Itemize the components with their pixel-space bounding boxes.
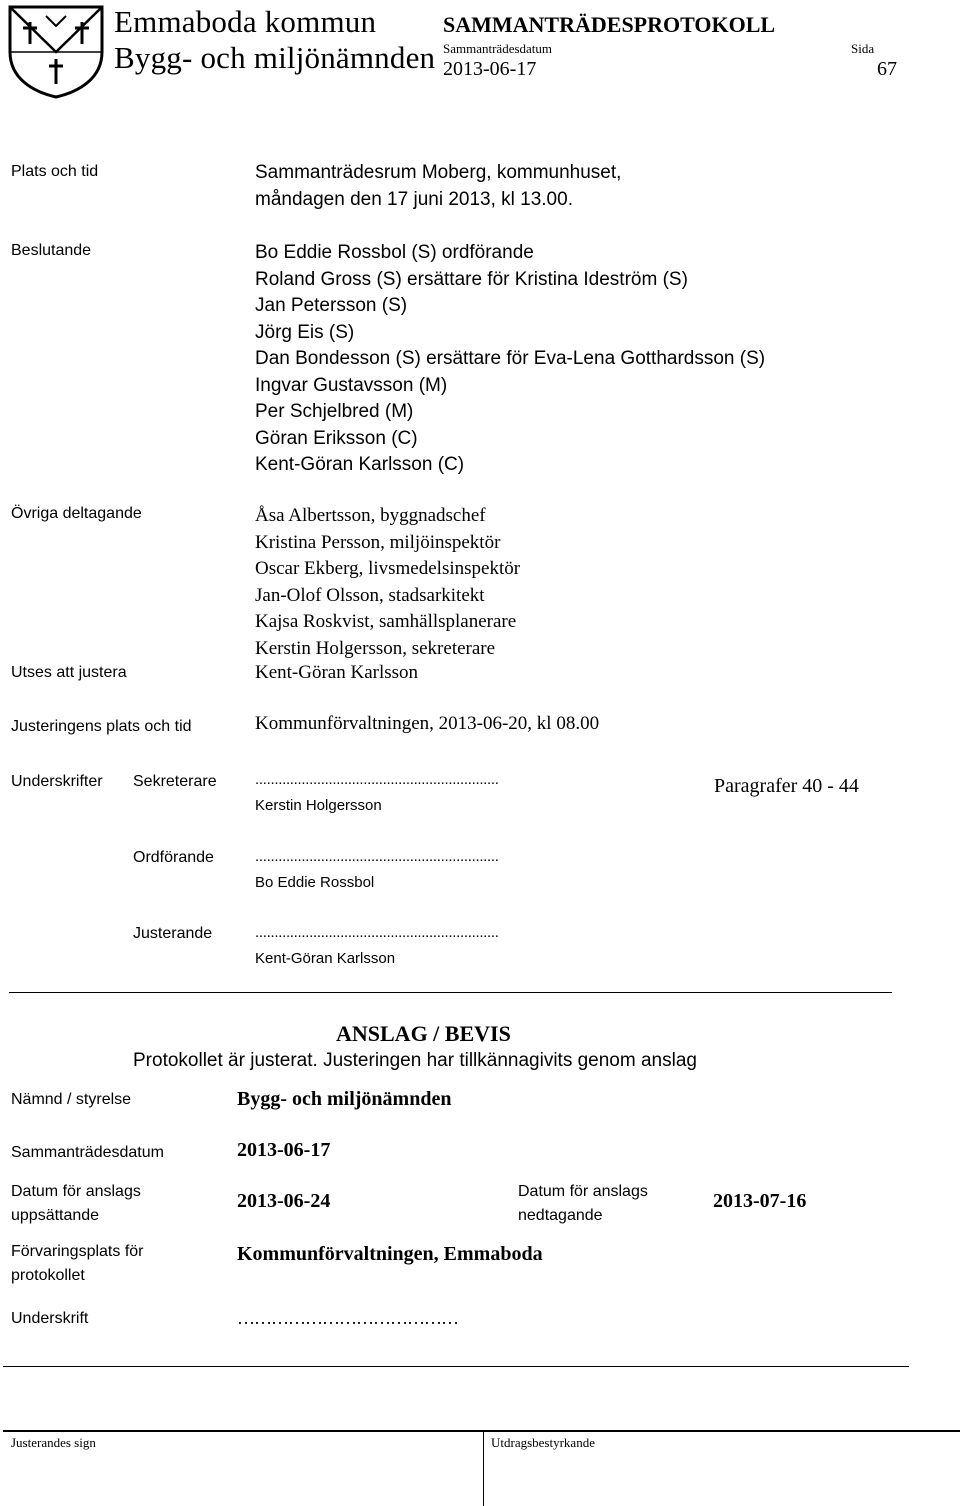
paragraph-range: Paragrafer 40 - 44	[714, 775, 859, 797]
adjuster-label: Utses att justera	[11, 664, 127, 681]
place-line: måndagen den 17 juni 2013, kl 13.00.	[255, 188, 573, 210]
list-item: Dan Bondesson (S) ersättare för Eva-Lena Gotthardsson (S)	[255, 348, 766, 369]
posted-value: 2013-06-24	[237, 1190, 331, 1212]
storage-label	[11, 1240, 144, 1288]
notice-date-label: Sammanträdesdatum	[11, 1144, 164, 1161]
list-item: Jan-Olof Olsson, stadsarkitekt	[255, 584, 485, 606]
list-item: Per Schjelbred (M)	[255, 401, 414, 422]
posted-label-line: uppsättande	[11, 1207, 100, 1224]
place-line: Sammanträdesrum Moberg, kommunhuset,	[255, 162, 622, 183]
org-name: Emmaboda kommun	[114, 4, 377, 39]
removed-label	[518, 1180, 648, 1228]
removed-label-line: Datum för anslags	[518, 1183, 648, 1200]
notice-date-value: 2013-06-17	[237, 1139, 331, 1161]
header-date-label: Sammanträdesdatum	[443, 41, 553, 56]
page-label: Sida	[851, 41, 875, 56]
certified-box[interactable]: Utdragsbestyrkande	[491, 1435, 595, 1450]
list-item: Jan Petersson (S)	[255, 295, 408, 316]
storage-value: Kommunförvaltningen, Emmaboda	[237, 1243, 543, 1265]
storage-label-line: Förvaringsplats för	[11, 1243, 144, 1260]
storage-label-line: protokollet	[11, 1267, 85, 1284]
adjust-place-value: Kommunförvaltningen, 2013-06-20, kl 08.00	[255, 713, 600, 734]
adjust-place-label: Justeringens plats och tid	[11, 718, 192, 735]
deciding-label: Beslutande	[11, 242, 92, 259]
footer-separator	[483, 1430, 484, 1506]
signature-line[interactable]: …………………………………	[237, 1308, 458, 1328]
deciding-list	[255, 240, 765, 479]
coat-of-arms-logo	[6, 4, 106, 99]
others-label: Övriga deltagande	[11, 505, 142, 522]
sig-name: Bo Eddie Rossbol	[255, 874, 375, 891]
list-item: Kristina Persson, miljöinspektör	[255, 531, 501, 553]
dept-name: Bygg- och miljönämnden	[114, 40, 436, 75]
notice-subtitle: Protokollet är justerat. Justeringen har tillkännagivits genom anslag	[133, 1050, 697, 1071]
list-item: Roland Gross (S) ersättare för Kristina Ideström (S)	[255, 268, 688, 290]
list-item: Kent-Göran Karlsson (C)	[255, 454, 465, 475]
sig-name: Kent-Göran Karlsson	[255, 950, 396, 967]
sig-role: Ordförande	[133, 849, 214, 866]
signatures-label: Underskrifter	[11, 773, 103, 790]
signature-line[interactable]: ...............................................................	[255, 848, 499, 865]
divider	[9, 992, 892, 993]
adjuster-name: Kent-Göran Karlsson	[255, 662, 419, 683]
header-date-value: 2013-06-17	[443, 58, 537, 80]
footer-rule	[3, 1430, 960, 1432]
posted-label	[11, 1180, 141, 1228]
list-item: Oscar Ekberg, livsmedelsinspektör	[255, 558, 521, 579]
sig-role: Sekreterare	[133, 773, 217, 790]
divider	[3, 1366, 909, 1367]
doc-type: SAMMANTRÄDESPROTOKOLL	[443, 12, 776, 37]
sig-name: Kerstin Holgersson	[255, 797, 382, 814]
notice-title: ANSLAG / BEVIS	[336, 1021, 511, 1046]
page-number: 67	[877, 58, 897, 80]
signature-line[interactable]: ...............................................................	[255, 924, 499, 941]
board-label: Nämnd / styrelse	[11, 1091, 132, 1108]
list-item: Kerstin Holgersson, sekreterare	[255, 637, 496, 659]
sig-role: Justerande	[133, 925, 213, 942]
posted-label-line: Datum för anslags	[11, 1183, 141, 1200]
removed-label-line: nedtagande	[518, 1207, 603, 1224]
list-item: Åsa Albertsson, byggnadschef	[255, 505, 486, 526]
adjuster-sign-box[interactable]: Justerandes sign	[11, 1435, 96, 1450]
others-list	[255, 503, 520, 662]
signature-label: Underskrift	[11, 1310, 89, 1327]
board-value: Bygg- och miljönämnden	[237, 1088, 452, 1110]
removed-value: 2013-07-16	[713, 1190, 807, 1212]
footer	[3, 1430, 960, 1506]
list-item: Kajsa Roskvist, samhällsplanerare	[255, 611, 517, 632]
list-item: Göran Eriksson (C)	[255, 427, 418, 449]
signature-line[interactable]: ...............................................................	[255, 771, 499, 788]
list-item: Jörg Eis (S)	[255, 321, 355, 343]
list-item: Ingvar Gustavsson (M)	[255, 374, 448, 396]
list-item: Bo Eddie Rossbol (S) ordförande	[255, 242, 534, 263]
place-label: Plats och tid	[11, 163, 99, 180]
place-text	[255, 160, 621, 213]
